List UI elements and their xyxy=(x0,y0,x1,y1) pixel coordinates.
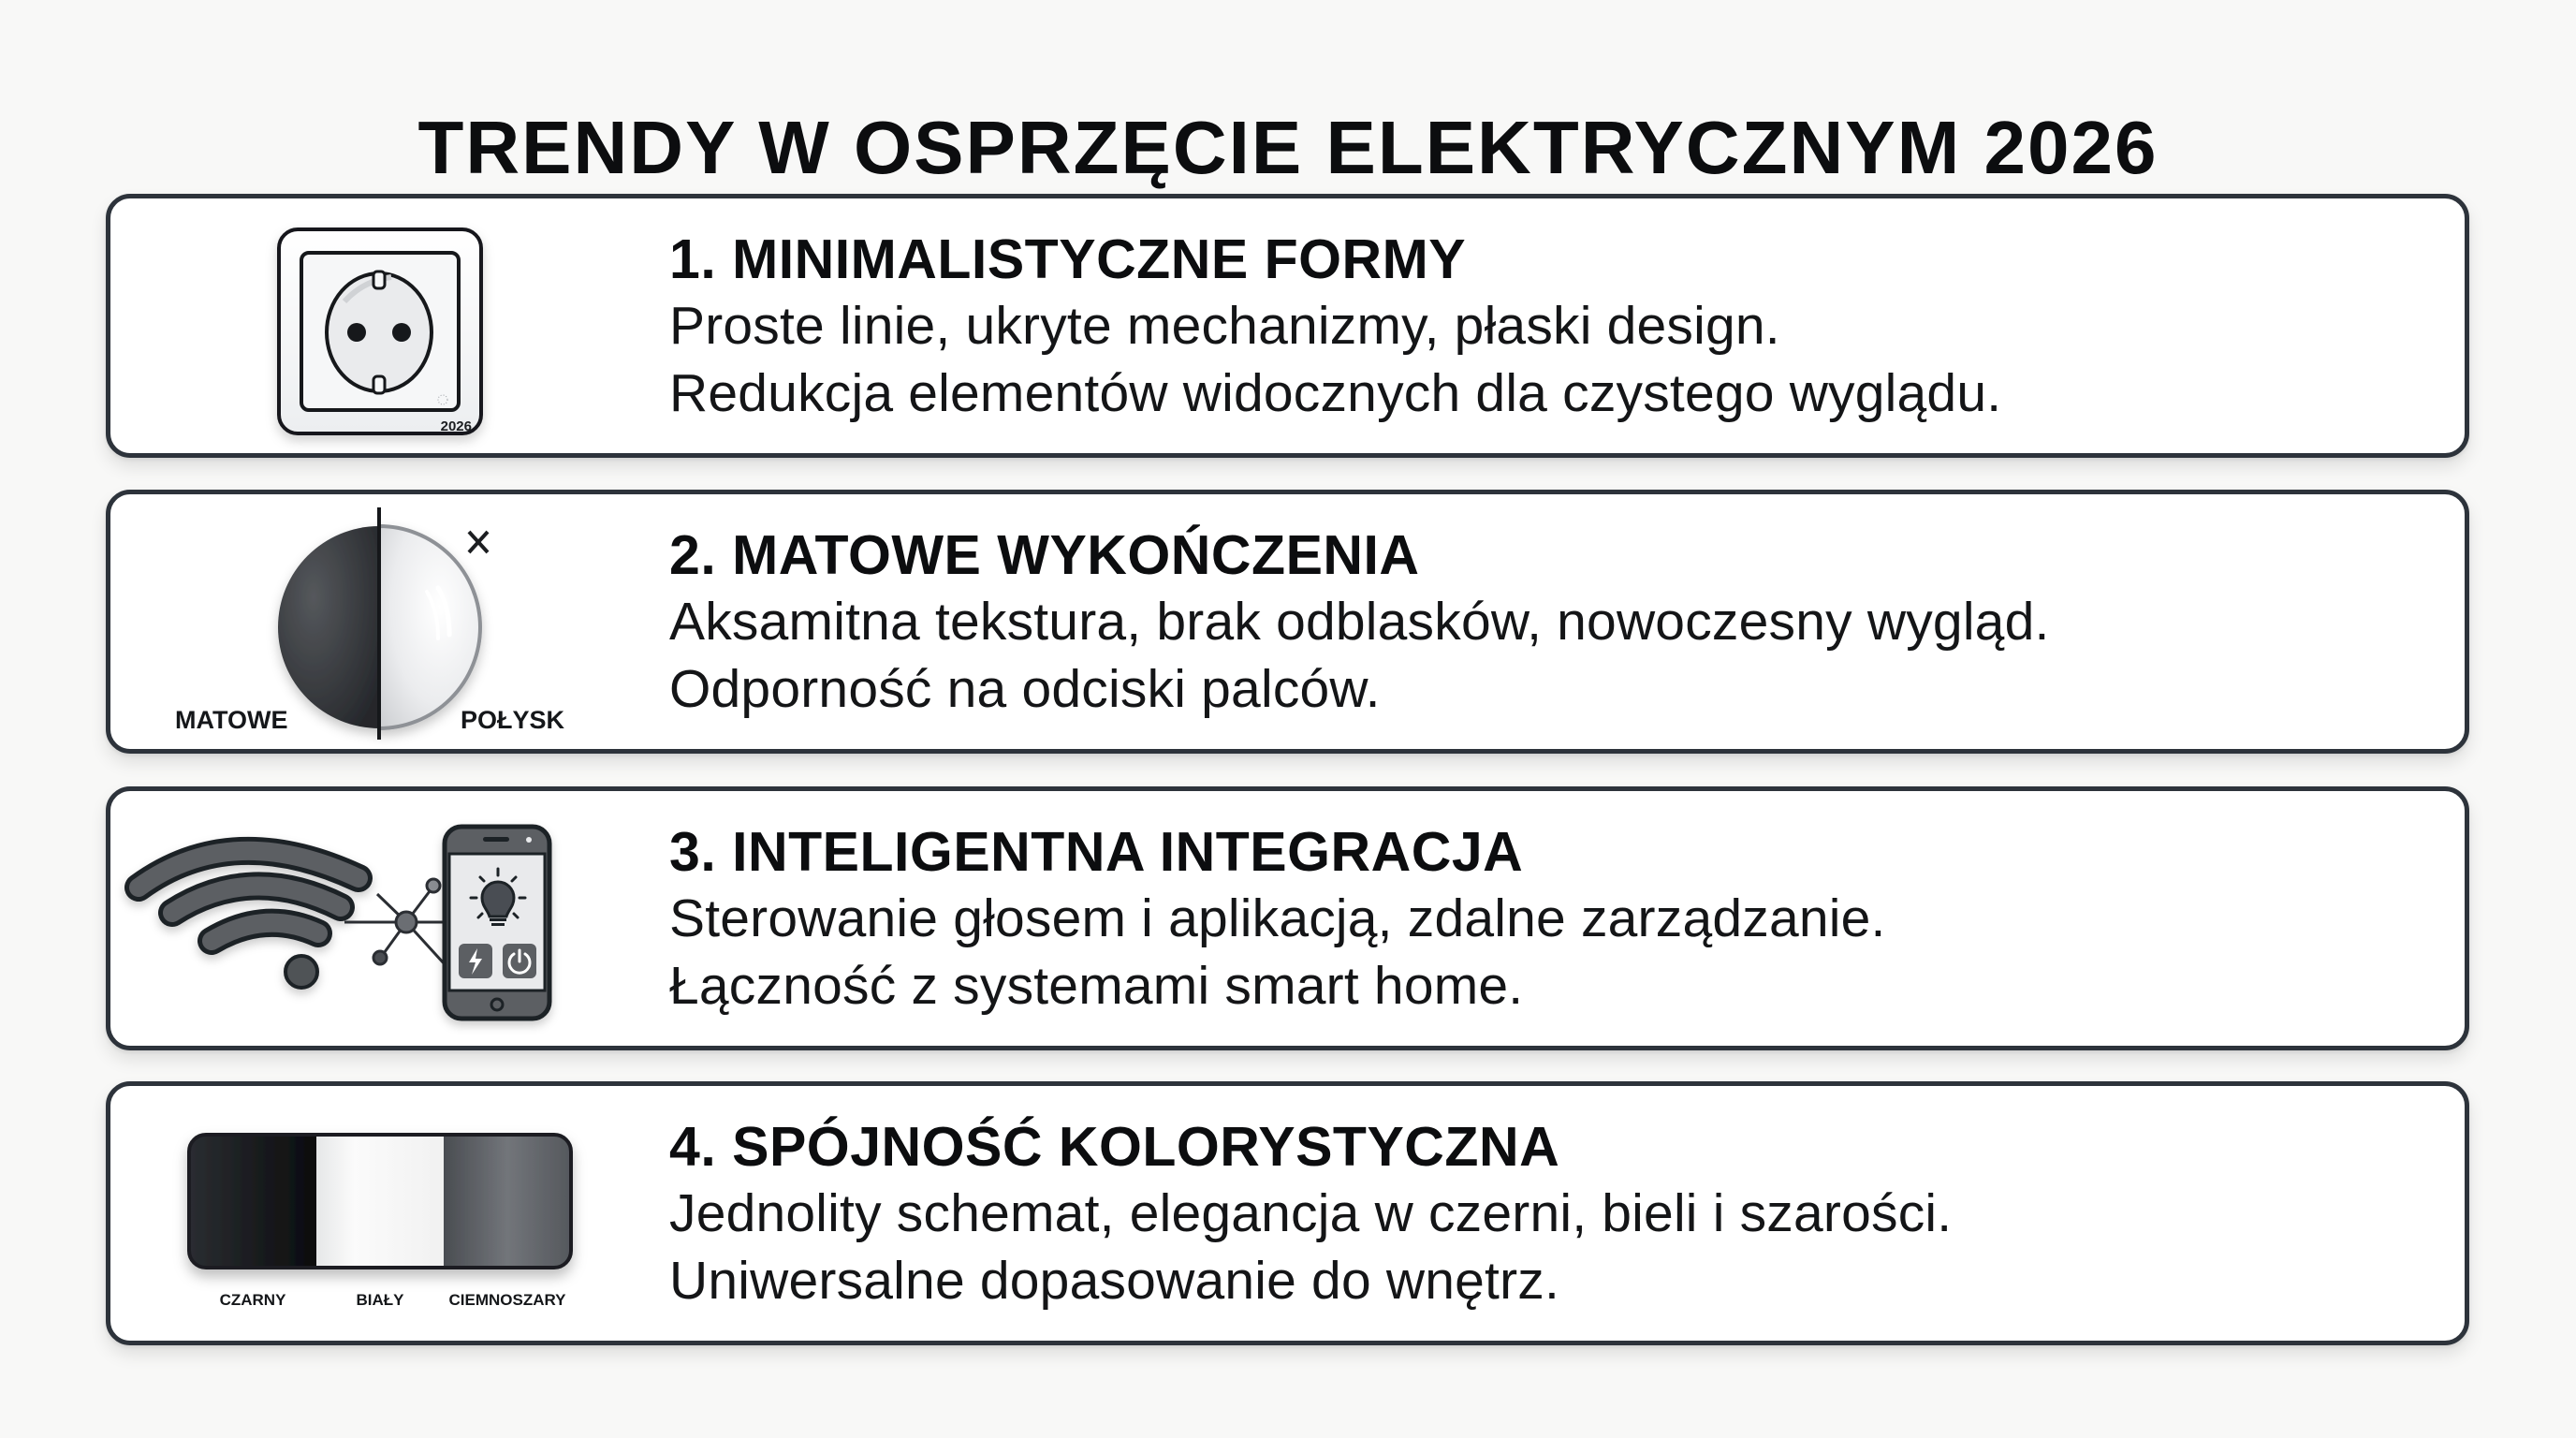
close-x-mark-icon xyxy=(469,532,488,552)
matte-vs-gloss-icon xyxy=(110,494,663,749)
swatch-dark-gray xyxy=(444,1135,571,1268)
trend-card-matte-finishes xyxy=(106,490,2469,754)
color-swatches-icon xyxy=(110,1086,663,1341)
gloss-label: POŁYSK xyxy=(461,706,565,734)
trend-heading: 2. MATOWE WYKOŃCZENIA xyxy=(669,524,1420,586)
trend-heading: 4. SPÓJNOŚĆ KOLORYSTYCZNA xyxy=(669,1116,1560,1178)
trend-description-line: Łączność z systemami smart home. xyxy=(669,956,1524,1016)
power-button-icon xyxy=(503,944,536,978)
trend-description-line: Sterowanie głosem i aplikacją, zdalne zarządzanie. xyxy=(669,888,1886,948)
trend-description-line: Odporność na odciski palców. xyxy=(669,659,1381,719)
socket-year-label: 2026 xyxy=(440,418,472,434)
trend-heading: 1. MINIMALISTYCZNE FORMY xyxy=(669,228,1467,290)
trend-description-line: Uniwersalne dopasowanie do wnętrz. xyxy=(669,1251,1560,1311)
swatch-label-black: CZARNY xyxy=(219,1291,286,1309)
wifi-icon xyxy=(139,851,359,988)
page-title: TRENDY W OSPRZĘCIE ELEKTRYCZNYM 2026 xyxy=(417,105,2159,189)
trend-card-minimalist-forms xyxy=(106,194,2469,458)
swatch-label-white: BIAŁY xyxy=(356,1291,404,1309)
power-socket-icon xyxy=(110,198,663,453)
trend-description-line: Redukcja elementów widocznych dla czystego wyglądu. xyxy=(669,363,2002,423)
matte-label: MATOWE xyxy=(175,706,288,734)
trend-heading: 3. INTELIGENTNA INTEGRACJA xyxy=(669,821,1524,883)
smartphone-icon xyxy=(445,827,549,1019)
trend-description-line: Jednolity schemat, elegancja w czerni, bieli i szarości. xyxy=(669,1183,1953,1243)
trend-description-line: Proste linie, ukryte mechanizmy, płaski design. xyxy=(669,296,1780,356)
swatch-black xyxy=(189,1135,316,1268)
trend-card-smart-integration xyxy=(106,786,2469,1050)
trend-card-color-consistency xyxy=(106,1081,2469,1345)
trend-description-line: Aksamitna tekstura, brak odblasków, nowoczesny wygląd. xyxy=(669,592,2050,652)
wifi-smartphone-icon xyxy=(110,791,663,1046)
swatch-white xyxy=(316,1135,444,1268)
swatch-label-dark-gray: CIEMNOSZARY xyxy=(448,1291,566,1309)
bolt-button-icon xyxy=(459,944,492,978)
